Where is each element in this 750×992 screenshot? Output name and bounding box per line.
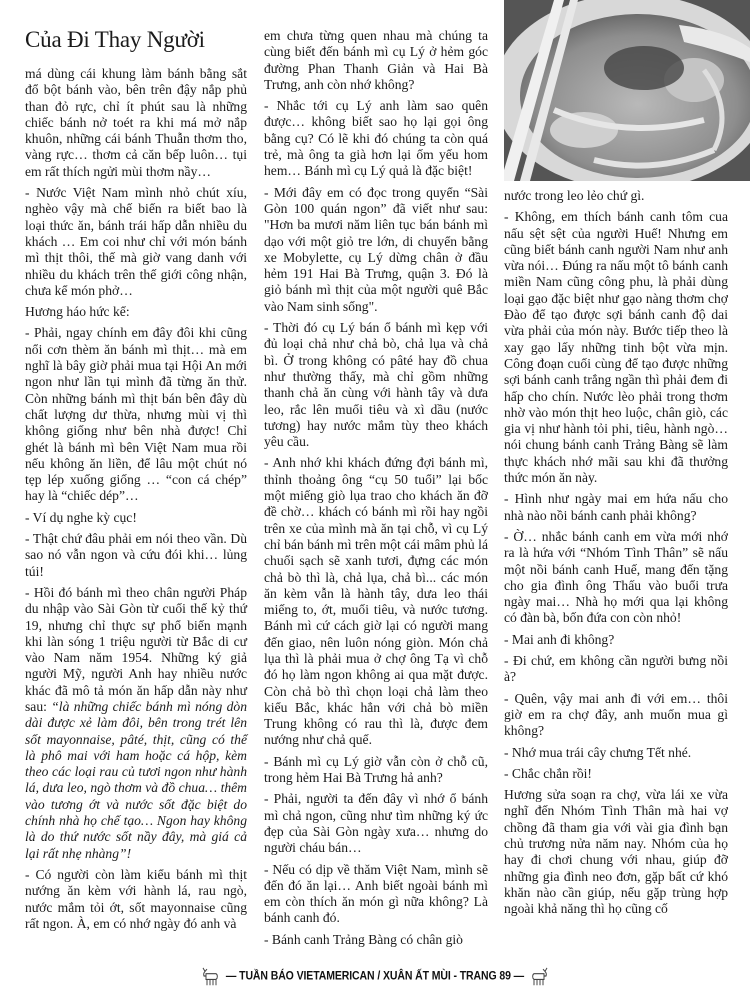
paragraph: - Mai anh đi không? xyxy=(504,631,615,647)
article-column-3 xyxy=(504,188,728,922)
paragraph: - Bánh mì cụ Lý giờ vẫn còn ở chỗ cũ, trong hẻm Hai Bà Trưng hả anh? xyxy=(264,753,488,786)
paragraph: - Phải, ngay chính em đây đôi khi cũng nổi cơn thèm ăn bánh mì thịt… mà em nghĩ là bây giờ phải mua tại Hội An mới ngon như lần tụi mình đã từng ăn thử. Còn những bánh mì thịt bán bên đây dù chất lượng dư thừa, nhưng mùi vị thì không giống như bên nhà được! Chỉ ghét là bánh mì bên Việt Nam mua rồi nếu không ăn liền, để lâu một chút nó tẹp lép xuống giống … “con cá chép” hay là “chiếc dép”… xyxy=(25,325,247,504)
article-column-2 xyxy=(264,28,488,953)
paragraph: - Không, em thích bánh canh tôm cua nấu sệt sệt của người Huế! Nhưng em cũng biết bánh canh người Nam như anh vừa nói… Đúng ra nấu một tô bánh canh miền Nam cũng công phu, là phải dùng loại gạo đặc biệt như gạo nàng thơm chợ Đào để tạo được sợi bánh canh độ dai vừa phải của món này. Bước tiếp theo là xay gạo lấy những tinh bột vừa mịn. Công đoạn cuối cùng để tạo được những sợi bánh canh trắng ngần thì phải đem đi hấp cho chín. Nước lèo phải trong thơm nhờ vào món thịt heo luộc, chân giò, các gia vị như hành tỏi phi, tiêu, hành ngò… nói chung bánh canh Trảng Bàng sẽ làm thực khách nhớ mãi sau khi đã thưởng thức món ăn này. xyxy=(504,209,728,486)
paragraph: - Thời đó cụ Lý bán ổ bánh mì kẹp với đủ loại chả như chả bò, chả lụa và chả bì. Ở trong không có pâté hay đồ chua như thường thấy, mà chỉ gồm những thanh chả ăn cùng với hành tây và dưa leo, rắc lên muối tiêu và xì dầu (nước tương) hay nước mắm tùy theo khách yêu cầu. xyxy=(264,320,488,450)
paragraph: - Nếu có dịp về thăm Việt Nam, mình sẽ đến đó ăn lại… Anh biết ngoài bánh mì em còn thích ăn món gì nữa không? Là bánh canh đó. xyxy=(264,861,488,926)
paragraph: - Hình như ngày mai em hứa nấu cho nhà nào nồi bánh canh phải không? xyxy=(504,491,728,523)
paragraph: - Nhớ mua trái cây chưng Tết nhé. xyxy=(504,744,692,760)
paragraph: - Nước Việt Nam mình nhỏ chút xíu, nghèo vậy mà chế biến ra biết bao là loại thức ăn, bánh trái hấp dẫn nhiều du khách … Em coi như chỉ với món bánh mì thịt thôi, thế mà giờ vang danh với nhiều du khách trên thế giới công nhận, chưa kể món phở… xyxy=(25,185,247,298)
goat-icon xyxy=(530,965,550,988)
paragraph: nước trong leo lẻo chứ gì. xyxy=(504,188,645,203)
paragraph xyxy=(25,585,247,862)
paragraph: - Ví dụ nghe kỳ cục! xyxy=(25,509,137,525)
paragraph: má dùng cái khung làm bánh bằng sắt đổ bột bánh vào, bên trên đậy nắp phủ than đỏ rực, chỉ ít phút sau là những chiếc bánh nở toét ra khi má mở nắp khuôn, những cái bánh Thuẫn thơm tho, vàng rực… thơm cả căn bếp luôn… tụi em rất thích ngửi mùi thơm nầy… xyxy=(25,66,247,179)
paragraph: - Ờ… nhắc bánh canh em vừa mới nhớ ra là hứa với “Nhóm Tình Thân” sẽ nấu một nồi bánh canh Huế, mang đến tặng cho gia đình ông Thấu vào buổi trưa ngày mai… Nhà họ mới qua lại không có đàn bà, bốn đứa con còn nhỏ! xyxy=(504,528,728,626)
paragraph: - Đi chứ, em không cần người bưng nồi à? xyxy=(504,653,728,685)
paragraph: - Bánh canh Trảng Bàng có chân giò xyxy=(264,931,463,947)
paragraph: em chưa từng quen nhau mà chúng ta cùng biết đến bánh mì cụ Lý ở hẻm góc đường Phan Thanh Giản và Hai Bà Trưng, anh còn nhớ không? xyxy=(264,28,488,92)
paragraph: - Quên, vậy mai anh đi với em… thôi giờ em ra chợ đây, anh muốn mua gì không? xyxy=(504,690,728,739)
article-column-1 xyxy=(25,26,247,937)
goat-icon xyxy=(200,965,220,988)
paragraph: - Mới đây em có đọc trong quyển “Sài Gòn 100 quán ngon” đã viết như sau: "Hơn ba mươi năm liên tục bán bánh mì dạo với một giỏ tre lớn, di chuyển bằng xe Mobylette, cụ Lý dừng chân ở đầu hẻm 191 Hai Bà Trưng, quận 3. Đó là giỏ bánh mì thịt của một người quê Bắc vào Nam sinh sống". xyxy=(264,184,488,314)
footer-text: — TUẦN BÁO VIETAMERICAN / XUÂN ẤT MÙI - TRANG 89 — xyxy=(225,969,525,983)
paragraph: Hương sửa soạn ra chợ, vừa lái xe vừa nghĩ đến Nhóm Tình Thân mà hai vợ chồng đã tham gia với vài gia đình bạn chủ trương nửa năm nay. Nhóm của họ hay đi chơi chung với nhau, giúp đỡ những gia đình neo đơn, gặp bất cứ khó khăn nào cần giúp, nếu gặp trùng hợp ngoài khả năng thì họ cũng cố xyxy=(504,787,728,917)
page-footer xyxy=(0,962,750,990)
paragraph-lead: - Hồi đó bánh mì theo chân người Pháp du nhập vào Sài Gòn từ cuối thế kỷ thứ 19, nhưng chỉ thực sự phổ biến mạnh khi làn sóng 1 triệu người từ Bắc di cư vào Nam năm 1954. Những ký giả người Mỹ, người Anh hay nhiều nước khác đã mô tả món ăn hấp dẫn này như sau: xyxy=(25,584,247,714)
paragraph: - Có người còn làm kiểu bánh mì thịt nướng ăn kèm với hành lá, rau ngò, nước mắm tỏi ớt, sốt mayonnaise cũng rất ngon. À, em có nhớ ngày đó anh và xyxy=(25,866,247,931)
paragraph: - Phải, người ta đến đây vì nhớ ổ bánh mì chả ngon, cũng như tìm những ký ức đẹp của Sài Gòn ngày xưa… nhưng do người cháu bán… xyxy=(264,791,488,856)
fried-shallots xyxy=(604,46,684,90)
soup-photo-illustration xyxy=(504,0,750,181)
soup-photo xyxy=(504,0,750,181)
article-title: Của Đi Thay Người xyxy=(25,27,205,52)
paragraph: - Nhắc tới cụ Lý anh làm sao quên được… không biết sao họ lại gọi ông bằng cụ? Có lẽ khi đó chúng ta còn quá trẻ, mà ông ta già hơn lại ốm yếu hom hem… Bánh mì cụ Lý quả là đặc biệt! xyxy=(264,98,488,179)
paragraph: Hương háo hức kể: xyxy=(25,304,130,320)
italic-quote: “là những chiếc bánh mì nóng dòn dài được xẻ làm đôi, bên trong trét lên sốt mayonnaise, pâté, thịt, cũng có thể là phô mai với ham hoặc cá hộp, kèm theo các loại rau củ tươi ngon như hành lá, dưa leo, ngò thơm và đồ chua… thêm vào tương ớt và nước sốt đặc biệt do chính nhà họ chế tạo… Ngon hay không là do thứ nước sốt nầy đây, mà giá cả lại rất nhẹ nhàng”! xyxy=(25,698,247,861)
paragraph: - Chắc chắn rồi! xyxy=(504,765,592,781)
paragraph: - Thật chứ đâu phải em nói theo vần. Dù sao nó vẫn ngon và cứu đói khi… lủng túi! xyxy=(25,531,247,579)
paragraph: - Anh nhớ khi khách đứng đợi bánh mì, thỉnh thoảng ông “cụ 50 tuổi” lại bốc một miếng giò lụa trao cho khách ăn đỡ đề chờ… khách có bánh mì rồi hay ngồi trên xe của mình mà ăn tại chỗ, vì cụ Lý chỉ bán bánh mì trên một cái mâm phủ lá chuối sạch sẽ xanh tươi, đựng các món chả bò thì là, chả lụa, chả bì... các món ăn kèm vẫn là hành tây, dưa leo thái miếng to, ớt, muối tiêu, và nước tương. Bánh mì cứ cách giờ lại có người mang đến giao, nên luôn nóng giòn. Món chả lụa thì là phải mua ở chợ ông Tạ vì chỗ đó họ làm ngon không ai qua mặt được. Còn chả bò thì chọn loại chả làm theo kiểu Bắc, khác hẳn với chả bò miền Trung không có rau thì là, được đem nướng như chả quế. xyxy=(264,455,488,748)
